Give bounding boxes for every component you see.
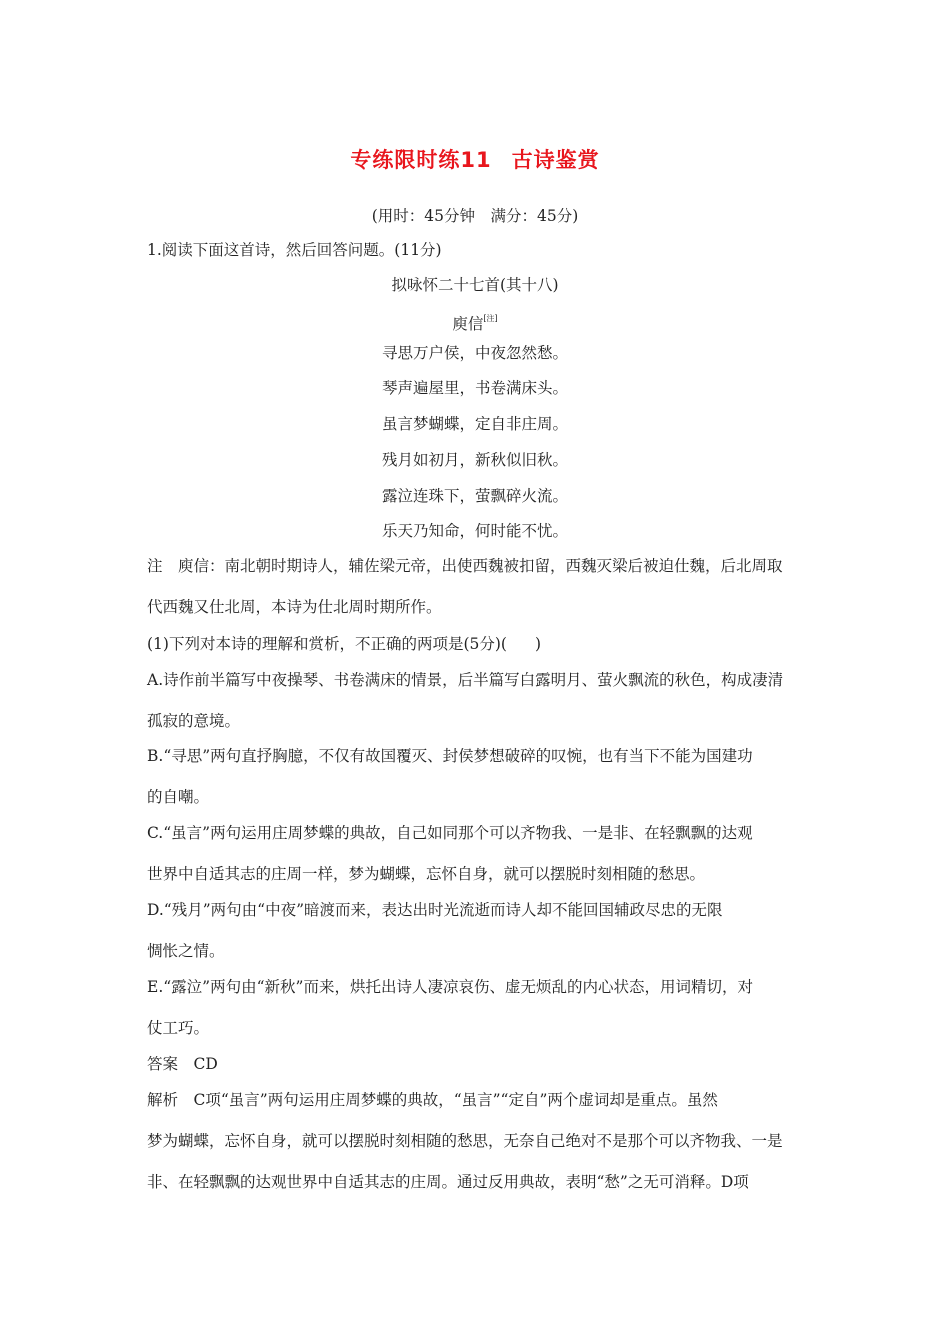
- question-1-prompt: 1.阅读下面这首诗，然后回答问题。(11分): [147, 241, 442, 259]
- poem-line: 寻思万户侯，中夜忽然愁。: [381, 344, 568, 362]
- sub-question-close: ): [534, 635, 542, 653]
- author-note-marker: [注]: [483, 314, 498, 323]
- option-a-line: 孤寂的意境。: [147, 712, 241, 730]
- option-b-line: 的自嘲。: [147, 788, 210, 806]
- poem-note-line: 代西魏又仕北周，本诗为仕北周时期所作。: [147, 598, 442, 616]
- analysis-line: 解析 C项“虽言”两句运用庄周梦蝶的典故，“虽言”“定自”两个虚词却是重点。虽然: [147, 1091, 718, 1109]
- poem-author-name: 庾信: [452, 315, 484, 333]
- option-c-line: 世界中自适其志的庄周一样，梦为蝴蝶，忘怀自身，就可以摆脱时刻相随的愁思。: [147, 865, 706, 883]
- page-title: [0, 144, 950, 174]
- answer: 答案 CD: [147, 1055, 218, 1073]
- option-c-line: C.“虽言”两句运用庄周梦蝶的典故，自己如同那个可以齐物我、一是非、在轻飘飘的达观: [147, 824, 753, 842]
- title-part1: 专练限时练11: [350, 148, 492, 172]
- option-e-line: E.“露泣”两句由“新秋”而来，烘托出诗人凄凉哀伤、虚无烦乱的内心状态，用词精切，对: [147, 978, 753, 996]
- poem-note-line: 注 庾信：南北朝时期诗人，辅佐梁元帝，出使西魏被扣留，西魏灭梁后被迫仕魏，后北周取: [147, 557, 783, 575]
- poem-line: 乐天乃知命，何时能不忧。: [381, 522, 568, 540]
- option-d-line: 惆怅之情。: [147, 942, 225, 960]
- time-score-meta: (用时：45分钟 满分：45分): [371, 207, 579, 225]
- sub-question-text: (1)下列对本诗的理解和赏析，不正确的两项是(5分)(: [147, 635, 507, 653]
- title-part2: 古诗鉴赏: [511, 148, 600, 172]
- option-e-line: 仗工巧。: [147, 1019, 210, 1037]
- analysis-line: 梦为蝴蝶，忘怀自身，就可以摆脱时刻相随的愁思，无奈自己绝对不是那个可以齐物我、一是: [147, 1132, 783, 1150]
- option-a-line: A.诗作前半篇写中夜操琴、书卷满床的情景，后半篇写白露明月、萤火飘流的秋色，构成凄清: [147, 671, 784, 689]
- analysis-line: 非、在轻飘飘的达观世界中自适其志的庄周。通过反用典故，表明“愁”之无可消释。D项: [147, 1173, 749, 1191]
- poem-line: 残月如初月，新秋似旧秋。: [381, 451, 568, 469]
- option-d-line: D.“残月”两句由“中夜”暗渡而来，表达出时光流逝而诗人却不能回国辅政尽忠的无限: [147, 901, 723, 919]
- poem-line: 琴声遍屋里，书卷满床头。: [381, 379, 568, 397]
- sub-question-1: [147, 634, 541, 654]
- poem-author: [0, 309, 950, 334]
- option-b-line: B.“寻思”两句直抒胸臆，不仅有故国覆灭、封侯梦想破碎的叹惋，也有当下不能为国建功: [147, 747, 753, 765]
- poem-line: 露泣连珠下，萤飘碎火流。: [381, 487, 568, 505]
- poem-title: 拟咏怀二十七首(其十八): [391, 276, 559, 294]
- poem-line: 虽言梦蝴蝶，定自非庄周。: [381, 415, 568, 433]
